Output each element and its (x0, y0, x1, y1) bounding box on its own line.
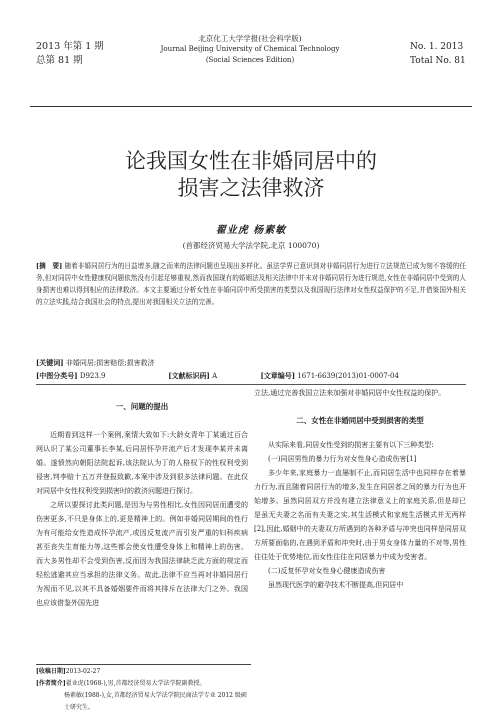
journal-name-en: Journal Beijing University of Chemical Technology (160, 45, 340, 53)
footnotes (36, 666, 251, 714)
right-column (254, 386, 466, 592)
paragraph: 虽然现代医学的避孕技术不断提高,但同居中 (268, 581, 404, 589)
title-line-2: 损害之法律救济 (177, 176, 325, 200)
subsection-heading: (一)同居男性的暴力行为对女性身心造成伤害[1] (268, 455, 417, 463)
abstract-label: [摘 要] (36, 262, 63, 270)
issue-no-line: No. 1. 2013 (410, 42, 464, 52)
classification-row (36, 370, 466, 382)
footnote-rule (36, 664, 251, 665)
issue-info (36, 40, 104, 68)
affiliation: (首都经济贸易大学法学院,北京 100070) (182, 241, 320, 250)
issue-info-en (410, 40, 466, 68)
article-no: 1671-6639(2013)01-0007-04 (297, 372, 399, 380)
doc-code-label: [文献标识码] (168, 371, 210, 380)
abstract-text: 随着非婚同居行为的日益增多,随之而来的法律问题也呈现出多样化。虽法学界已意识到对非婚同居行为进行立法规范已成为刻不容缓的任务,但对同居中女性健康权问题依然没有引起足够重视,然而我国现有的婚姻法及相关法律中并未对非婚同居行为进行规范,女性在非婚同居中受到的人身损害也难以得到相应的法律救济。本文主要通过分析女性在非婚同居中所受损害的类型以及我国现行法律对女性权益保护的不足,并借鉴国外相关的立法实践,结合我国社会的特点,提出对我国相关立法的完善。 (36, 262, 466, 306)
issue-total-line: 总第 81 期 (36, 55, 83, 66)
paragraph: 从实际来看,同居女性受到的损害主要有以下三种类型: (268, 441, 434, 449)
abstract-rule (36, 384, 466, 385)
title-line-1: 论我国女性在非婚同居中的 (125, 149, 377, 173)
keywords-row (36, 357, 466, 369)
clc-code: D923.9 (79, 372, 106, 380)
journal-name (150, 33, 350, 66)
section-heading-1: 一、问题的提出 (115, 402, 169, 411)
keywords: 非婚同居;损害赔偿;损害救济 (65, 359, 155, 367)
left-column (36, 400, 248, 610)
subsection-heading: (二)反复怀孕对女性身心健康造成伤害 (268, 567, 386, 575)
clc-label: [中图分类号] (36, 371, 78, 380)
authors: 翟业虎 杨素敏 (215, 225, 287, 236)
article-title (0, 148, 502, 202)
author-bio-1: [作者简介]翟业虎(1968-),男,首都经济贸易大学法学院副教授。 (36, 680, 206, 687)
paragraph: 近期看到这样一个案例,案情大致如下:大龄女青年丁某通过百合网认识了某公司董事长李某,后同居怀孕并流产后才发现李某并未离婚。遂愤然向朝阳法院起诉,该法院认为丁的人格权下的性权利受到侵害,判李赔十五万并登报致歉,本案中涉及到很多法律问题。在此仅对同居中女性权利受到损害时的救济问题进行探讨。 (36, 431, 248, 495)
paragraph: 多少年来,家庭暴力一直屡制不止,而同居生活中也同样存在着暴力行为,而且随着同居行为的增多,发生在同居者之间的暴力行为也开始增多。虽然同居双方并没有建立法律意义上的家庭关系,但是却已是虽无夫妻之名而有夫妻之实,其生活模式和家庭生活模式并无两样[2],因此,婚姻中的夫妻双方所遇到的各种矛盾与冲突也同样是同居双方所要面临的,在遇到矛盾和冲突时,由于男女身体力量的不对等,男性往往处于优势地位,而女性往往在同居暴力中成为受害者。 (254, 469, 466, 561)
journal-name-sub: (Social Sciences Edition) (205, 56, 295, 64)
issue-total-no-line: Total No. 81 (410, 56, 466, 66)
doc-code: A (212, 372, 218, 380)
paragraph: 之所以要探讨此类问题,是因为与男性相比,女性因同居而遭受的伤害更多,不只是身体上的,更是精神上的。例如非婚同居期间的性行为有可能给女性造成怀孕流产,或因反复流产而引发严重的妇科疾病甚至丧失生育能力等,这些都会使女性遭受身体上和精神上的伤害。而大多男性却不会受到伤害,反而因为我国法律缺乏此方面的规定而轻松逃避其应当承担的法律义务。故此,法律不应当再对非婚同居行为视而不见,以其不具备婚姻要件而将其排斥在法律大门之外。我国也应该借鉴外国先进 (36, 501, 248, 607)
author-bio-2: 杨素敏(1988-),女,首都经济贸易大学法学院民商法学专业 2012 级硕士研究生。 (64, 692, 247, 711)
abstract (36, 260, 466, 308)
keywords-label: [关键词] (36, 358, 64, 367)
journal-name-cn: 北京化工大学学报(社会科学版) (198, 34, 302, 43)
header-rule (30, 106, 472, 107)
received-date: [收稿日期]2013-02-27 (36, 668, 101, 675)
issue-year-line: 2013 年第 1 期 (36, 41, 104, 52)
paragraph: 立法,通过完善我国立法来加强对非婚同居中女性权益的保护。 (254, 389, 446, 397)
section-heading-2: 二、女性在非婚同居中受到损害的类型 (296, 416, 424, 425)
article-no-label: [文章编号] (260, 371, 296, 380)
